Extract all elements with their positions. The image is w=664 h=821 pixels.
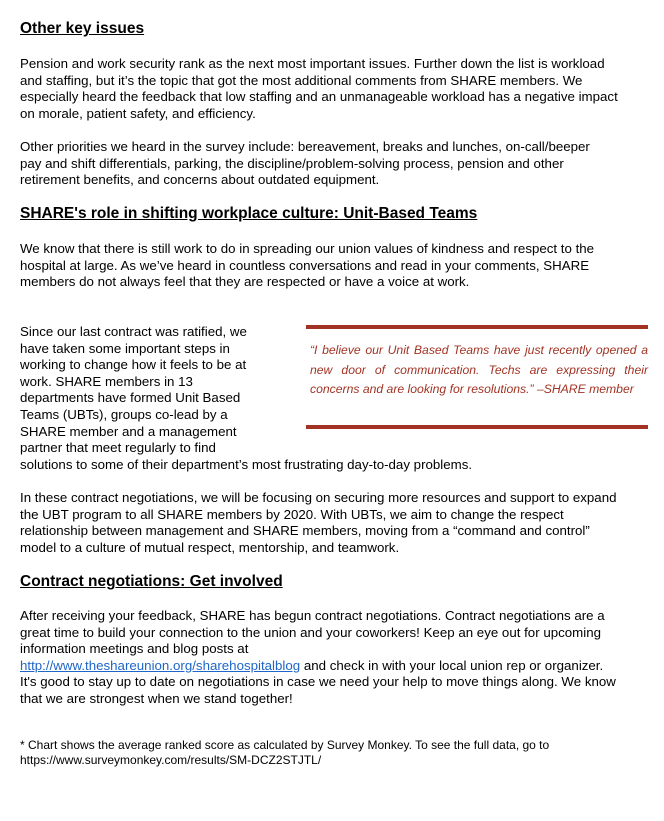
paragraph-ubt-line: SHARE member and a management xyxy=(20,423,237,439)
chart-footnote: * Chart shows the average ranked score as calculated by Survey Monkey. To see the full data, go to https://www.surveymonkey.com/results/SM-DCZ2STJTL/ xyxy=(20,738,550,767)
negotiations-text-before: After receiving your feedback, SHARE has begun contract negotiations. Contract negotiations are a great time to build your connection to the union and your coworkers! Keep an eye out for upcoming information meetings and blog posts at xyxy=(20,608,605,657)
paragraph-ubt-line: Since our last contract was ratified, we xyxy=(20,324,247,339)
paragraph-ubt-line: have taken some important steps in xyxy=(20,340,230,356)
negotiations-text-after: and check in with your local union rep or organizer. It's good to stay up to date on negotiations in case we need your help to move things along. We know that we are strongest when we stand together! xyxy=(20,657,616,706)
heading-contract-negotiations: Contract negotiations: Get involved xyxy=(20,573,283,590)
paragraph-ubt-line: departments have formed Unit Based xyxy=(20,390,241,406)
paragraph-ubt-line: Teams (UBTs), groups co-lead by a xyxy=(20,406,228,422)
paragraph-ubt-line: solutions to some of their department’s most frustrating day-to-day problems. xyxy=(20,456,473,472)
heading-other-key-issues: Other key issues xyxy=(20,20,145,37)
paragraph-ubt-line: partner that meet regularly to find xyxy=(20,440,216,456)
heading-share-role: SHARE's role in shifting workplace culture: Unit-Based Teams xyxy=(20,205,478,222)
paragraph-ubt-line: work. SHARE members in 13 xyxy=(20,373,193,389)
pull-quote xyxy=(306,325,648,429)
paragraph-ubt-line: working to change how it feels to be at xyxy=(20,357,247,373)
paragraph-union-values: We know that there is still work to do in spreading our union values of kindness and respect to the hospital at large. As we’ve heard in countless conversations and read in your comments, SHARE members do not always feel that they are respected or have a voice at work. xyxy=(20,241,595,290)
blog-link[interactable]: http://www.theshareunion.org/sharehospitalblog xyxy=(20,657,301,673)
paragraph-pension-workload: Pension and work security rank as the next most important issues. Further down the list is workload and staffing, but it’s the topic that got the most additional comments from SHARE members. We especially heard the feedback that low staffing and an unmanageable workload has a negative impact on morale, patient safety, and efficiency. xyxy=(20,56,618,121)
pull-quote-text: “I believe our Unit Based Teams have just recently opened a new door of communication. Techs are expressing their concerns and are looking for resolutions.” –SHARE member xyxy=(310,343,648,397)
paragraph-ubt-expansion: In these contract negotiations, we will be focusing on securing more resources and support to expand the UBT program to all SHARE members by 2020. With UBTs, we aim to change the respect relationship between management and SHARE members, moving from a “command and control” model to a culture of mutual respect, mentorship, and teamwork. xyxy=(20,490,617,555)
paragraph-negotiations xyxy=(20,608,620,708)
paragraph-other-priorities: Other priorities we heard in the survey include: bereavement, breaks and lunches, on-call/beeper pay and shift differentials, parking, the discipline/problem-solving process, pension and other retirement benefits, and concerns about outdated equipment. xyxy=(20,139,590,188)
